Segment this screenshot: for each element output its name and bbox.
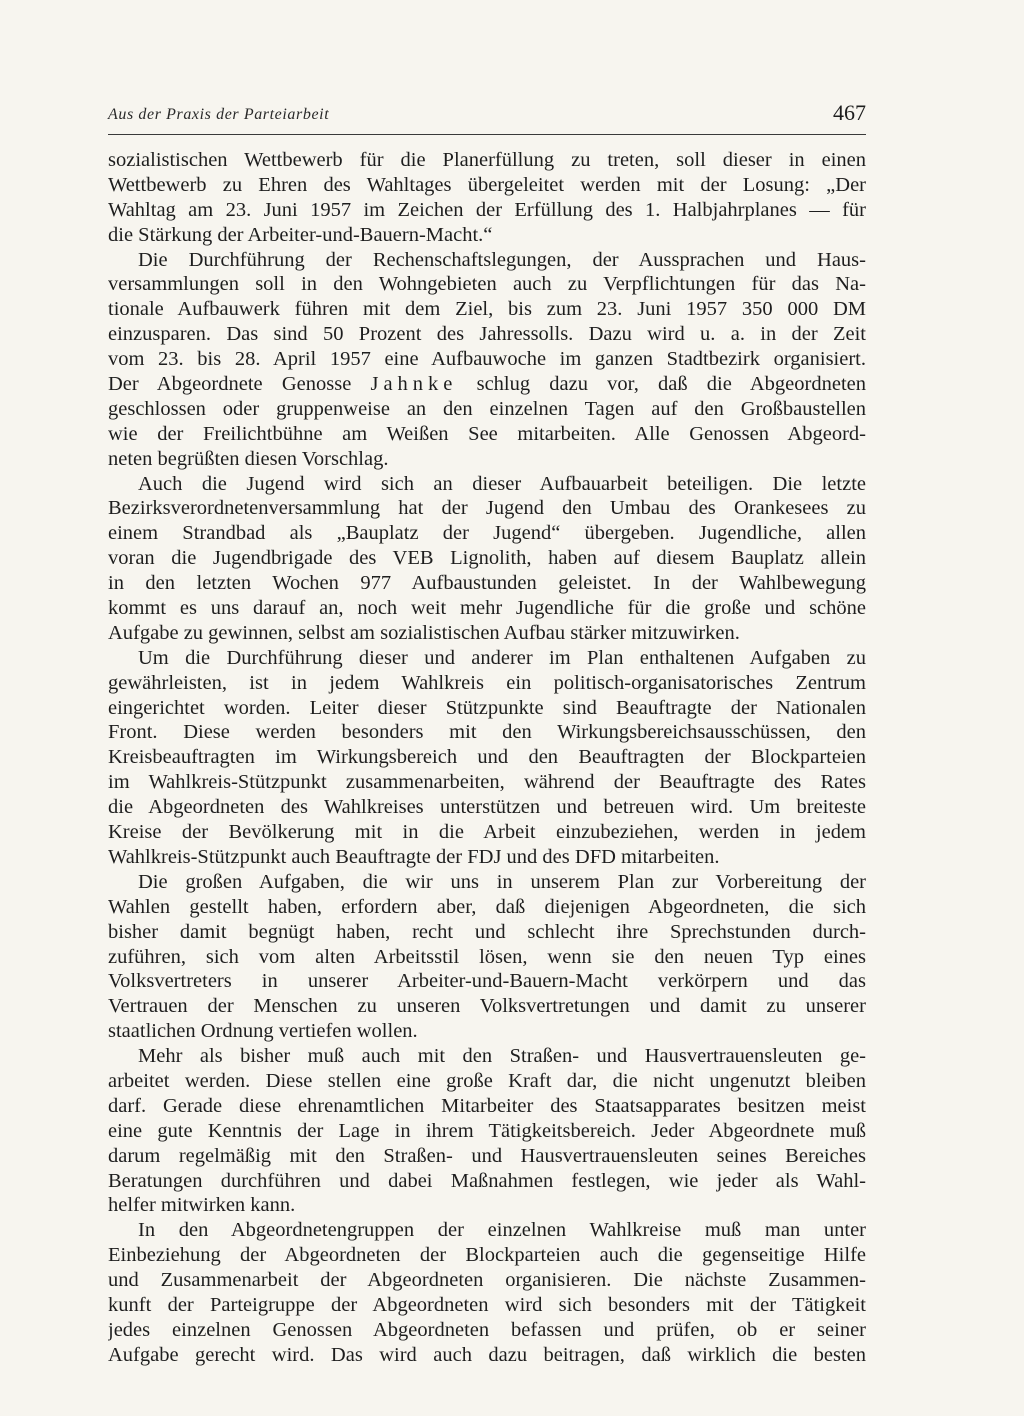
text-line: wie der Freilichtbühne am Weißen See mitarbeiten. Alle Genossen Abgeord- — [108, 422, 866, 445]
text-line: kunft der Parteigruppe der Abgeordneten wird sich besonders mit der Tätigkeit — [108, 1293, 866, 1316]
running-head: Aus der Praxis der Parteiarbeit — [108, 106, 330, 123]
text-line: darf. Gerade diese ehrenamtlichen Mitarbeiter des Staatsapparates besitzen meist — [108, 1094, 866, 1117]
text-line: die Stärkung der Arbeiter-und-Bauern-Macht.“ — [108, 223, 493, 246]
text-line: eine gute Kenntnis der Lage in ihrem Tätigkeitsbereich. Jeder Abgeordnete muß — [108, 1119, 866, 1142]
text-line: gewährleisten, ist in jedem Wahlkreis ein politisch-organisatorisches Zentrum — [108, 671, 866, 694]
text-line: die Abgeordneten des Wahlkreises unterstützen und betreuen wird. Um breiteste — [108, 796, 866, 819]
text-line: Kreisbeauftragten im Wirkungsbereich und den Beauftragten der Blockparteien — [108, 746, 866, 769]
text-line: In den Abgeordnetengruppen der einzelnen Wahlkreise muß man unter — [138, 1219, 866, 1242]
text-line: sozialistischen Wettbewerb für die Planerfüllung zu treten, soll dieser in einen — [108, 149, 866, 171]
text-line: Wahltag am 23. Juni 1957 im Zeichen der Erfüllung des 1. Halbjahrplanes — für — [108, 198, 866, 221]
paragraph — [108, 148, 866, 248]
header-rule — [108, 134, 866, 135]
paragraph — [108, 646, 866, 870]
paragraph — [108, 870, 866, 1044]
text-line: Volksvertreters in unserer Arbeiter-und-Bauern-Macht verkörpern und das — [108, 970, 866, 993]
text-line: einzusparen. Das sind 50 Prozent des Jahressolls. Dazu wird u. a. in der Zeit — [108, 323, 866, 346]
text-line: Auch die Jugend wird sich an dieser Aufbauarbeit beteiligen. Die letzte — [138, 472, 866, 495]
text-line: und Zusammenarbeit der Abgeordneten organisieren. Die nächste Zusammen- — [108, 1269, 866, 1292]
text-line: kommt es uns darauf an, noch weit mehr Jugendliche für die große und schöne — [108, 597, 866, 620]
text-line: vom 23. bis 28. April 1957 eine Aufbauwoche im ganzen Stadtbezirk organisiert. — [108, 348, 866, 371]
text-line: tionale Aufbauwerk führen mit dem Ziel, bis zum 23. Juni 1957 350 000 DM — [108, 298, 866, 321]
text-line: Wahlkreis-Stützpunkt auch Beauftragte der FDJ und des DFD mitarbeiten. — [108, 845, 720, 868]
text-line: Wahlen gestellt haben, erfordern aber, daß diejenigen Abgeordneten, die sich — [108, 895, 866, 918]
text-line: im Wahlkreis-Stützpunkt zusammenarbeiten, während der Beauftragte des Rates — [108, 771, 866, 794]
body-text — [108, 148, 866, 1368]
paragraph — [108, 472, 866, 646]
spaced-name: Jahnke — [370, 373, 458, 396]
text-line: darum regelmäßig mit den Straßen- und Hausvertrauensleuten seines Bereiches — [108, 1144, 866, 1167]
text-line: Die großen Aufgaben, die wir uns in unserem Plan zur Vorbereitung der — [138, 870, 866, 893]
text-line: Vertrauen der Menschen zu unseren Volksvertretungen und damit zu unserer — [108, 995, 866, 1018]
text-line: staatlichen Ordnung vertiefen wollen. — [108, 1020, 418, 1043]
text-line: Die Durchführung der Rechenschaftslegungen, der Aussprachen und Haus- — [138, 248, 866, 271]
text-line: Beratungen durchführen und dabei Maßnahmen festlegen, wie jeder als Wahl- — [108, 1169, 866, 1192]
text-line: Wettbewerb zu Ehren des Wahltages übergeleitet werden mit der Losung: „Der — [108, 173, 866, 196]
text-line: voran die Jugendbrigade des VEB Lignolith, haben auf diesem Bauplatz allein — [108, 547, 866, 570]
text-line: Aufgabe gerecht wird. Das wird auch dazu beitragen, daß wirklich die besten — [108, 1343, 866, 1366]
text-line: einem Strandbad als „Bauplatz der Jugend“ übergeben. Jugendliche, allen — [108, 522, 866, 545]
text-line: Mehr als bisher muß auch mit den Straßen- und Hausvertrauensleuten ge- — [138, 1045, 866, 1068]
paragraph — [108, 1044, 866, 1218]
text-line: Um die Durchführung dieser und anderer im Plan enthaltenen Aufgaben zu — [138, 646, 866, 669]
paragraph — [108, 1218, 866, 1367]
page-number: 467 — [833, 100, 866, 125]
text-line: bisher damit begnügt haben, recht und schlecht ihre Sprechstunden durch- — [108, 920, 866, 943]
paragraph — [108, 248, 866, 472]
text-line: jedes einzelnen Genossen Abgeordneten befassen und prüfen, ob er seiner — [108, 1318, 866, 1341]
text-line: arbeitet werden. Diese stellen eine große Kraft dar, die nicht ungenutzt bleiben — [108, 1069, 866, 1092]
page-header — [108, 100, 866, 130]
text-line: Der Abgeordnete Genosse Jahnke schlug dazu vor, daß die Abgeordneten — [108, 373, 866, 396]
text-line: geschlossen oder gruppenweise an den einzelnen Tagen auf den Großbaustellen — [108, 397, 866, 420]
text-line: Aufgabe zu gewinnen, selbst am sozialistischen Aufbau stärker mitzuwirken. — [108, 621, 740, 644]
text-line: versammlungen soll in den Wohngebieten auch zu Verpflichtungen für das Na- — [108, 273, 866, 296]
text-line: in den letzten Wochen 977 Aufbaustunden geleistet. In der Wahlbewegung — [108, 572, 866, 595]
text-line: Bezirksverordnetenversammlung hat der Jugend den Umbau des Orankesees zu — [108, 497, 866, 520]
text-line: neten begrüßten diesen Vorschlag. — [108, 447, 389, 470]
text-line: Front. Diese werden besonders mit den Wirkungsbereichsausschüssen, den — [108, 721, 866, 744]
text-line: helfer mitwirken kann. — [108, 1194, 296, 1217]
text-line: Kreise der Bevölkerung mit in die Arbeit einzubeziehen, werden in jedem — [108, 821, 866, 844]
text-line: eingerichtet worden. Leiter dieser Stützpunkte sind Beauftragte der Nationalen — [108, 696, 866, 719]
text-line: zuführen, sich vom alten Arbeitsstil lösen, wenn sie den neuen Typ eines — [108, 945, 866, 968]
text-line: Einbeziehung der Abgeordneten der Blockparteien auch die gegenseitige Hilfe — [108, 1244, 866, 1267]
